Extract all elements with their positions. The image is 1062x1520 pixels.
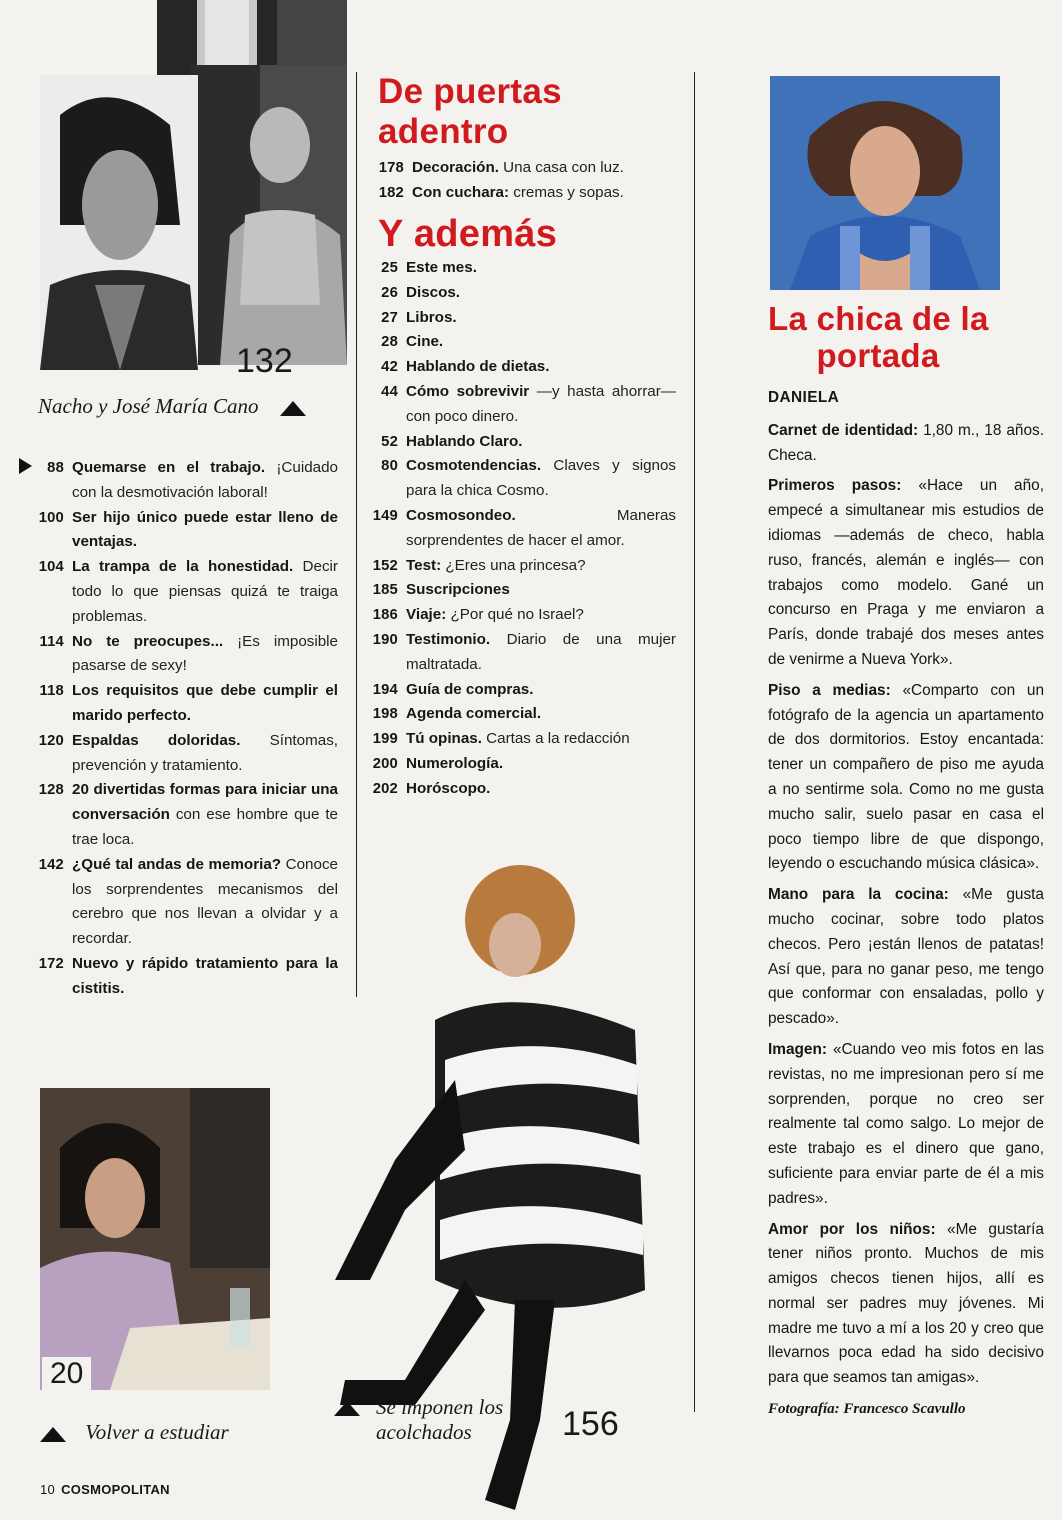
entry-title: Libros.	[406, 308, 457, 326]
section-title-home-line2: adentro	[378, 112, 509, 151]
entry-description: Diario de una mujer maltratada.	[406, 630, 676, 673]
entry-page-number: 202	[372, 780, 398, 797]
caption-quilted[interactable]	[334, 1395, 503, 1445]
entry-page-number: 149	[372, 507, 398, 524]
contents-entry[interactable]	[370, 306, 676, 331]
entry-title: Espaldas doloridas.	[72, 731, 241, 749]
entry-page-number: 186	[372, 607, 398, 624]
contents-entry[interactable]	[370, 727, 676, 752]
caption-quilted-line2: acolchados	[376, 1420, 472, 1444]
entry-title: Hablando Claro.	[406, 432, 523, 450]
entry-page-number: 118	[39, 683, 64, 700]
entry-text	[72, 729, 338, 779]
entry-title: Quemarse en el trabajo.	[72, 459, 266, 476]
entry-description: Decir todo lo que piensas quizá te traiga problemas.	[72, 558, 338, 625]
entry-description: con ese hombre que te trae loca.	[72, 806, 338, 848]
entry-text	[412, 156, 676, 181]
entry-description: Claves y signos para la chica Cosmo.	[406, 457, 676, 500]
entry-title: Numerología.	[406, 754, 504, 772]
entry-description: ¡Es imposible pasarse de sexy!	[72, 632, 338, 675]
contents-entry[interactable]	[30, 778, 338, 852]
contents-entry[interactable]	[376, 181, 676, 206]
more-section-list	[370, 256, 676, 802]
entry-page-number: 182	[378, 184, 404, 201]
contents-entry[interactable]	[30, 506, 338, 556]
entry-page-number: 27	[381, 309, 398, 326]
column-divider-right	[694, 72, 695, 1412]
entry-page-number: 178	[378, 160, 404, 176]
contents-entry[interactable]	[30, 729, 338, 779]
contents-entry[interactable]	[30, 456, 338, 506]
entry-text	[412, 181, 676, 206]
left-column-list	[30, 456, 338, 1002]
entry-title: Testimonio.	[406, 630, 491, 648]
contents-entry[interactable]	[370, 504, 676, 554]
entry-text	[406, 752, 676, 777]
entry-text	[72, 456, 338, 506]
contents-entry[interactable]	[370, 578, 676, 603]
section-title-home-line1: De puertas	[378, 72, 562, 111]
entry-description: Cartas a la redacción	[481, 730, 630, 748]
page-number-quilted[interactable]: 156	[562, 1405, 619, 1443]
entry-title: Guía de compras.	[406, 680, 534, 698]
contents-entry[interactable]	[30, 853, 338, 952]
entry-title: Hablando de dietas.	[406, 358, 550, 376]
entry-text	[406, 281, 676, 306]
contents-entry[interactable]	[370, 752, 676, 777]
profile-paragraph	[768, 474, 1044, 672]
profile-paragraph	[768, 679, 1044, 877]
entry-description: Conoce los sorprendentes mecanismos del cerebro que nos llevan a olvidar y a recordar.	[72, 855, 338, 948]
entry-description: Una casa con luz.	[498, 159, 624, 176]
entry-page-number: 120	[38, 732, 64, 749]
column-divider-left	[356, 72, 357, 997]
contents-entry[interactable]	[376, 156, 676, 181]
section-title-home	[378, 72, 562, 152]
profile-paragraph-text: «Hace un año, empecé a simultanear mis estudios de idiomas —además de checo, habla ruso, francés, alemán e inglés— con trabajos como modelo. Gané un concurso en Praga y me enviaron a París, donde trabajé dos meses antes de venirme a Nueva York».	[768, 477, 1044, 668]
entry-page-number: 185	[372, 582, 398, 599]
contents-entry[interactable]	[30, 679, 338, 729]
contents-entry[interactable]	[370, 603, 676, 628]
profile-paragraph-text: «Cuando veo mis fotos en las revistas, no me impresionan pero sí me sorprenden, porque no creo ser realmente tal como salgo. Lo mejor de este trabajo es el dinero que gano, suficiente para enviar parte de él a mis padres».	[768, 1040, 1044, 1207]
caption-study[interactable]	[40, 1420, 229, 1445]
entry-text	[72, 506, 338, 556]
profile-paragraph-label: Mano para la cocina:	[768, 886, 949, 904]
contents-entry[interactable]	[370, 256, 676, 281]
entry-title: Horóscopo.	[406, 779, 491, 797]
profile-paragraph	[768, 419, 1044, 469]
entry-text	[406, 702, 676, 727]
contents-entry[interactable]	[370, 777, 676, 802]
entry-title: Agenda comercial.	[406, 705, 542, 723]
entry-text	[406, 554, 676, 579]
entry-text	[72, 679, 338, 729]
entry-page-number: 198	[372, 706, 398, 723]
contents-entry[interactable]	[30, 952, 338, 1002]
entry-description: ¿Eres una princesa?	[441, 556, 586, 574]
entry-page-number: 80	[381, 458, 398, 475]
entry-description: —y hasta ahorrar— con poco dinero.	[406, 382, 676, 425]
cover-girl-profile	[768, 386, 1044, 1422]
entry-page-number: 172	[38, 955, 64, 972]
contents-entry[interactable]	[370, 355, 676, 380]
entry-page-number: 128	[38, 782, 64, 799]
entry-text	[406, 578, 676, 603]
entry-title: Discos.	[406, 283, 461, 301]
entry-text	[406, 727, 676, 752]
entry-text	[406, 777, 676, 802]
caption-study-text: Volver a estudiar	[85, 1420, 229, 1444]
triangle-up-icon	[280, 401, 306, 416]
entry-text	[406, 380, 676, 430]
entry-title: 20 divertidas formas para iniciar una conversación	[72, 781, 338, 824]
page-number-cano[interactable]: 132	[236, 342, 293, 380]
entry-text	[72, 630, 338, 680]
entry-text	[406, 504, 676, 554]
entry-page-number: 200	[372, 755, 398, 772]
entry-title: ¿Qué tal andas de memoria?	[72, 855, 282, 873]
entry-page-number: 104	[38, 559, 64, 576]
entry-title: Cómo sobrevivir	[406, 382, 530, 400]
entry-title: No te preocupes...	[72, 632, 224, 650]
entry-description: Maneras sorprendentes de hacer el amor.	[406, 506, 676, 549]
entry-page-number: 26	[381, 284, 398, 301]
entry-page-number: 28	[381, 334, 398, 351]
profile-paragraph-text: 1,80 m., 18 años. Checa.	[768, 421, 1044, 464]
profile-paragraph-label: Primeros pasos:	[768, 477, 902, 495]
entry-page-number: 152	[372, 557, 398, 574]
profile-paragraph-label: Piso a medias:	[768, 681, 891, 699]
contents-entry[interactable]	[370, 702, 676, 727]
entry-title: Viaje:	[406, 606, 447, 624]
entry-page-number: 199	[372, 731, 398, 748]
page-number-study[interactable]: 20	[42, 1357, 91, 1391]
profile-paragraph	[768, 1218, 1044, 1392]
home-section-list	[376, 156, 676, 206]
entry-title: Suscripciones	[406, 581, 510, 599]
contents-entry[interactable]	[370, 554, 676, 579]
section-title-cover-girl-line2: portada	[816, 337, 940, 374]
entry-title: Decoración.	[412, 159, 499, 176]
caption-cano-text: Nacho y José María Cano	[38, 394, 259, 418]
profile-paragraph	[768, 1038, 1044, 1212]
entry-description: ¿Por qué no Israel?	[446, 606, 584, 624]
profile-paragraph-label: Amor por los niños:	[768, 1220, 936, 1238]
entry-text	[406, 678, 676, 703]
caption-cano[interactable]	[38, 394, 306, 419]
entry-text	[72, 952, 338, 1002]
entry-title: Cosmotendencias.	[406, 457, 542, 475]
profile-paragraph-text: «Me gusta mucho cocinar, sobre todo platos checos. Pero ¡están llenos de patatas! Así que, para no ganar peso, me tengo que conformar con ensaladas, pollo y pescado».	[768, 886, 1044, 1028]
contents-entry[interactable]	[370, 628, 676, 678]
page-footer	[40, 1482, 170, 1497]
entry-title: Los requisitos que debe cumplir el marido perfecto.	[72, 682, 338, 724]
entry-text	[406, 603, 676, 628]
entry-text	[406, 306, 676, 331]
entry-title: Ser hijo único puede estar lleno de ventajas.	[72, 508, 338, 551]
entry-page-number: 52	[381, 433, 398, 450]
entry-title: Nuevo y rápido tratamiento para la cistitis.	[72, 954, 338, 997]
entry-text	[406, 454, 676, 504]
entry-title: Tú opinas.	[406, 730, 482, 748]
caption-quilted-line1: Se imponen los	[376, 1395, 504, 1419]
profile-paragraph-label: Carnet de identidad:	[768, 421, 919, 439]
entry-text	[406, 256, 676, 281]
contents-entry[interactable]	[30, 555, 338, 629]
contents-entry[interactable]	[370, 281, 676, 306]
entry-page-number: 100	[38, 509, 64, 526]
contents-entry[interactable]	[370, 430, 676, 455]
contents-entry[interactable]	[30, 630, 338, 680]
entry-page-number: 44	[381, 383, 398, 400]
entry-title: Con cuchara:	[412, 183, 510, 201]
entry-page-number: 42	[381, 359, 398, 376]
profile-paragraph	[768, 883, 1044, 1032]
entry-text	[406, 330, 676, 355]
contents-entry[interactable]	[370, 678, 676, 703]
entry-page-number: 190	[372, 631, 398, 648]
entry-title: La trampa de la honestidad.	[72, 558, 294, 576]
photo-cano-jose-maria	[190, 65, 347, 365]
profile-paragraph-text: «Me gustaría tener niños pronto. Muchos de mis amigos checos tienen hijos, allí es normal ser padres muy jóvenes. Mi madre me tuvo a mí a los 20 y creo que llevarnos poca edad ha sido decisivo para que seamos tan amigas».	[768, 1220, 1044, 1387]
entry-title: Este mes.	[406, 259, 477, 276]
entry-page-number: 25	[381, 260, 398, 276]
contents-entry[interactable]	[370, 380, 676, 430]
entry-page-number: 194	[372, 681, 398, 698]
photo-credit: Fotografía: Francesco Scavullo	[768, 1401, 966, 1418]
entry-description: ¡Cuidado con la desmotivación laboral!	[72, 459, 338, 501]
entry-page-number: 114	[39, 633, 64, 650]
entry-title: Cine.	[406, 333, 444, 351]
section-title-cover-girl-line1: La chica de la	[768, 300, 989, 337]
triangle-up-icon	[40, 1427, 66, 1442]
cover-girl-name: DANIELA	[768, 389, 840, 406]
entry-text	[72, 853, 338, 952]
entry-text	[406, 355, 676, 380]
triangle-up-icon	[334, 1401, 360, 1416]
entry-description: cremas y sopas.	[509, 183, 624, 201]
entry-page-number: 88	[47, 460, 64, 476]
contents-entry[interactable]	[370, 330, 676, 355]
photo-cover-daniela[interactable]	[770, 76, 1000, 290]
footer-page-number: 10	[40, 1482, 56, 1497]
section-title-cover-girl	[768, 300, 1028, 374]
photo-cano-nacho	[40, 75, 198, 370]
entry-text	[406, 430, 676, 455]
entry-text	[72, 555, 338, 629]
entry-description: Síntomas, prevención y tratamiento.	[72, 731, 339, 774]
entry-page-number: 142	[38, 856, 64, 873]
footer-magazine-name: COSMOPOLITAN	[61, 1482, 170, 1497]
entry-text	[406, 628, 676, 678]
profile-paragraph-label: Imagen:	[768, 1040, 828, 1058]
section-title-more: Y además	[378, 213, 558, 255]
photo-study-woman	[40, 1088, 270, 1390]
entry-title: Test:	[406, 556, 442, 574]
entry-text	[72, 778, 338, 852]
entry-title: Cosmosondeo.	[406, 506, 516, 524]
profile-paragraph-text: «Comparto con un fotógrafo de la agencia un apartamento de dos dormitorios. Estoy encantada: tener un compañero de piso me ayuda a no sentirme sola. Como no me gusta mucho salir, suelo pasar en casa el poco tiempo libre de que dispongo, leyendo o escuchando música clásica».	[768, 681, 1045, 873]
contents-entry[interactable]	[370, 454, 676, 504]
